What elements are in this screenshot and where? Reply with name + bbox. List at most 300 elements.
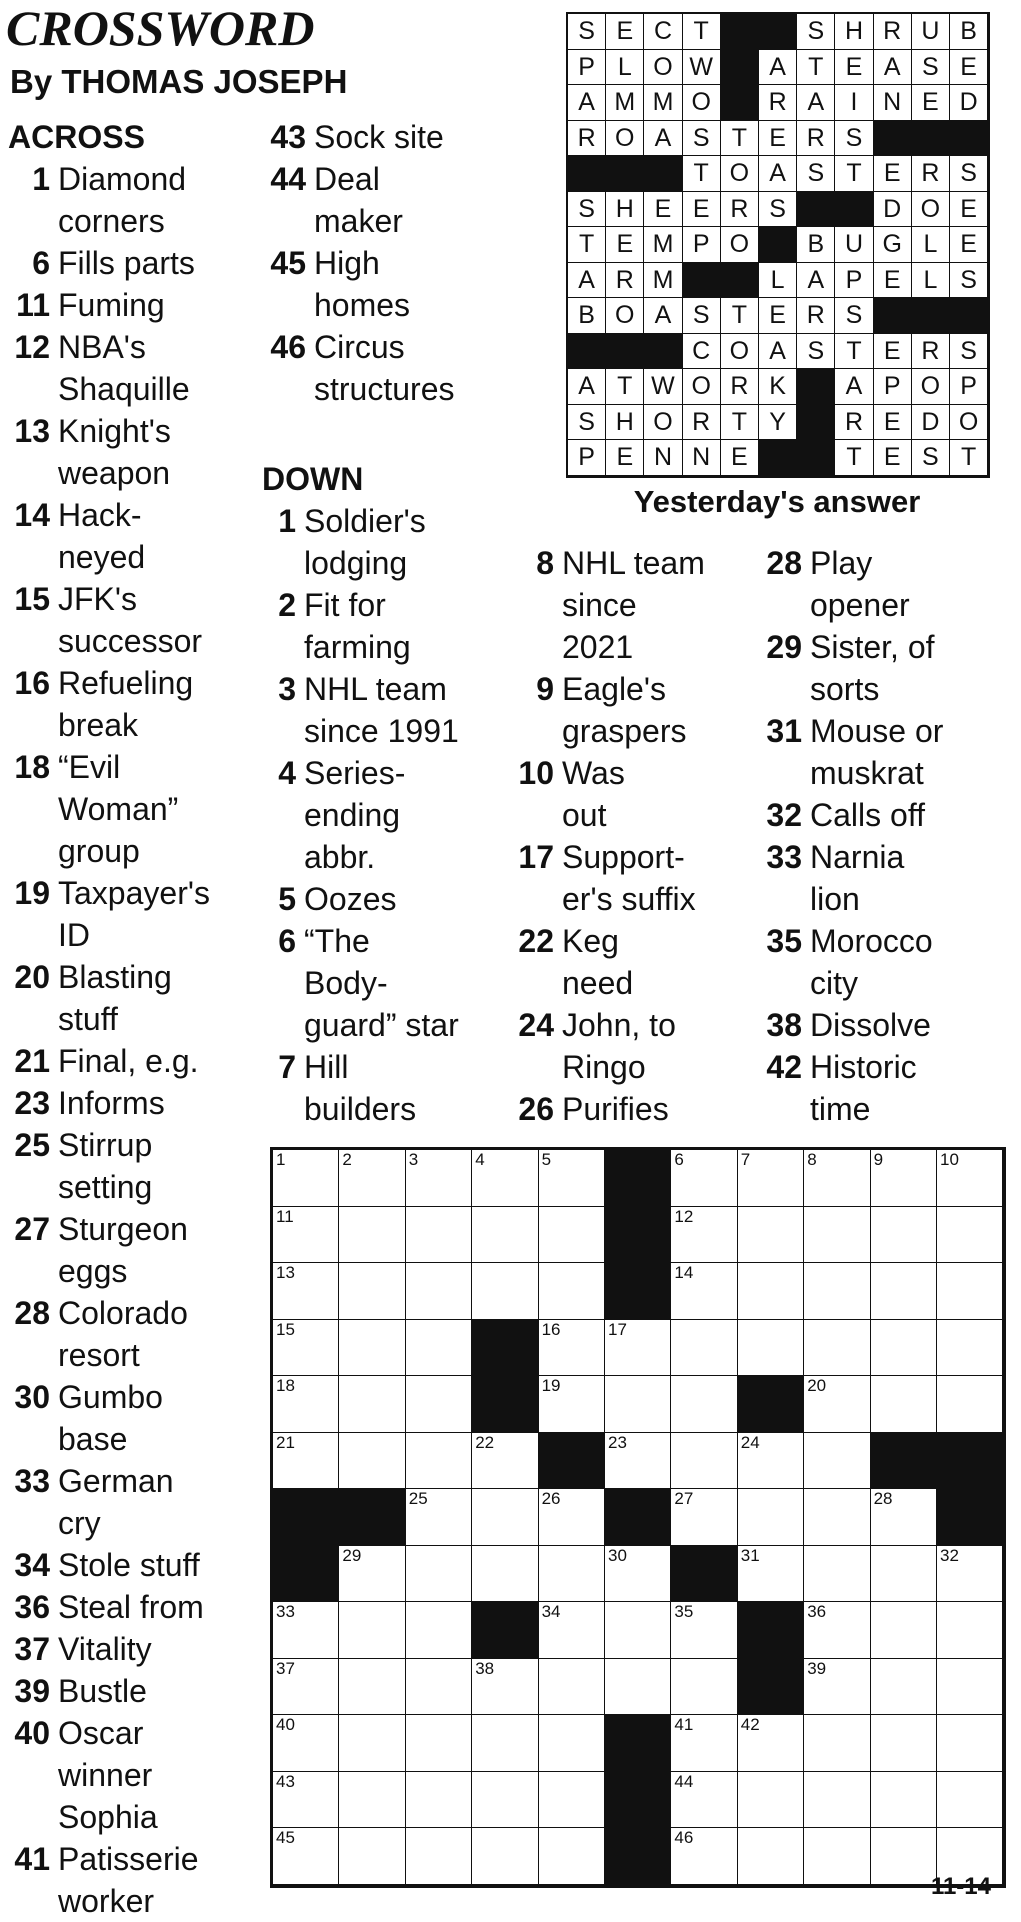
clue-number: 46 bbox=[270, 329, 306, 365]
down-clue bbox=[756, 1046, 917, 1130]
clue-text: Sturgeon eggs bbox=[58, 1211, 188, 1289]
yesterday-letter: R bbox=[759, 85, 797, 121]
grid-cell[interactable] bbox=[671, 1433, 737, 1490]
clue-number: 38 bbox=[766, 1007, 802, 1043]
black-square bbox=[937, 1489, 1003, 1546]
black-square bbox=[738, 1659, 804, 1716]
clue-text: Sock site bbox=[314, 119, 444, 155]
down-clue bbox=[262, 752, 405, 878]
yesterday-letter: B bbox=[950, 14, 988, 50]
grid-cell[interactable] bbox=[937, 1263, 1003, 1320]
grid-cell[interactable] bbox=[605, 1376, 671, 1433]
clue-number: 28 bbox=[766, 545, 802, 581]
grid-cell[interactable] bbox=[804, 1320, 870, 1377]
yesterday-black-square bbox=[721, 85, 759, 121]
clue-text: Play opener bbox=[810, 545, 910, 623]
across-clue bbox=[4, 1376, 163, 1460]
grid-cell[interactable] bbox=[539, 1659, 605, 1716]
grid-cell[interactable] bbox=[273, 1772, 339, 1829]
yesterday-letter: R bbox=[797, 121, 835, 157]
yesterday-black-square bbox=[759, 440, 797, 476]
across-clue bbox=[4, 410, 171, 494]
grid-clue-number: 8 bbox=[807, 1150, 817, 1169]
across-clue bbox=[4, 872, 210, 956]
yesterday-letter: O bbox=[606, 121, 644, 157]
clue-text: Keg need bbox=[562, 923, 634, 1001]
black-square bbox=[605, 1772, 671, 1829]
grid-cell[interactable] bbox=[738, 1772, 804, 1829]
grid-cell[interactable] bbox=[738, 1433, 804, 1490]
grid-cell[interactable] bbox=[937, 1150, 1003, 1207]
grid-clue-number: 34 bbox=[541, 1602, 561, 1621]
grid-cell[interactable] bbox=[871, 1207, 937, 1264]
yesterday-letter: T bbox=[683, 156, 721, 192]
grid-cell[interactable] bbox=[539, 1207, 605, 1264]
yesterday-letter: A bbox=[644, 298, 682, 334]
yesterday-letter: T bbox=[721, 405, 759, 441]
crossword-grid[interactable] bbox=[270, 1147, 1006, 1888]
yesterday-black-square bbox=[797, 405, 835, 441]
clue-number: 35 bbox=[766, 923, 802, 959]
grid-cell[interactable] bbox=[472, 1433, 538, 1490]
grid-cell[interactable] bbox=[605, 1602, 671, 1659]
grid-cell[interactable] bbox=[738, 1207, 804, 1264]
grid-clue-number: 1 bbox=[276, 1150, 286, 1169]
grid-cell[interactable] bbox=[871, 1320, 937, 1377]
yesterday-letter: S bbox=[759, 192, 797, 228]
grid-clue-number: 37 bbox=[276, 1658, 295, 1678]
grid-cell[interactable] bbox=[406, 1828, 472, 1885]
grid-cell[interactable] bbox=[804, 1659, 870, 1716]
down-clue bbox=[508, 1004, 676, 1088]
yesterday-letter: M bbox=[644, 263, 682, 299]
grid-cell[interactable] bbox=[671, 1263, 737, 1320]
grid-cell[interactable] bbox=[871, 1715, 937, 1772]
grid-cell[interactable] bbox=[937, 1320, 1003, 1377]
yesterday-letter: H bbox=[835, 14, 873, 50]
grid-cell[interactable] bbox=[671, 1828, 737, 1885]
yesterday-black-square bbox=[568, 334, 606, 370]
grid-cell[interactable] bbox=[871, 1489, 937, 1546]
grid-cell[interactable] bbox=[871, 1263, 937, 1320]
grid-cell[interactable] bbox=[406, 1602, 472, 1659]
grid-clue-number: 38 bbox=[475, 1658, 495, 1678]
yesterday-letter: C bbox=[644, 14, 682, 50]
yesterday-letter: K bbox=[759, 369, 797, 405]
clue-text: John, to Ringo bbox=[562, 1007, 676, 1085]
yesterday-letter: O bbox=[721, 227, 759, 263]
grid-cell[interactable] bbox=[406, 1150, 472, 1207]
grid-cell[interactable] bbox=[937, 1715, 1003, 1772]
yesterday-letter: M bbox=[606, 85, 644, 121]
clue-number: 2 bbox=[278, 587, 296, 623]
yesterday-black-square bbox=[950, 121, 988, 157]
grid-cell[interactable] bbox=[406, 1715, 472, 1772]
grid-cell[interactable] bbox=[804, 1772, 870, 1829]
clue-number: 20 bbox=[14, 959, 50, 995]
clue-number: 34 bbox=[14, 1547, 50, 1583]
grid-clue-number: 19 bbox=[541, 1376, 561, 1395]
grid-cell[interactable] bbox=[804, 1828, 870, 1885]
grid-cell[interactable] bbox=[406, 1772, 472, 1829]
clue-number: 44 bbox=[270, 161, 306, 197]
grid-cell[interactable] bbox=[871, 1772, 937, 1829]
grid-cell[interactable] bbox=[339, 1828, 405, 1885]
grid-cell[interactable] bbox=[871, 1659, 937, 1716]
black-square bbox=[605, 1263, 671, 1320]
grid-clue-number: 3 bbox=[408, 1150, 419, 1169]
yesterday-letter: A bbox=[568, 263, 606, 299]
yesterday-letter: A bbox=[797, 85, 835, 121]
yesterday-letter: T bbox=[606, 369, 644, 405]
black-square bbox=[472, 1602, 538, 1659]
grid-cell[interactable] bbox=[671, 1659, 737, 1716]
grid-cell[interactable] bbox=[339, 1433, 405, 1490]
yesterday-letter: P bbox=[950, 369, 988, 405]
yesterday-letter: E bbox=[874, 440, 912, 476]
grid-cell[interactable] bbox=[671, 1320, 737, 1377]
grid-cell[interactable] bbox=[273, 1602, 339, 1659]
clue-number: 4 bbox=[278, 755, 296, 791]
grid-clue-number: 6 bbox=[674, 1150, 684, 1169]
grid-clue-number: 23 bbox=[608, 1432, 627, 1452]
grid-cell[interactable] bbox=[539, 1263, 605, 1320]
down-clue bbox=[756, 794, 925, 836]
grid-cell[interactable] bbox=[671, 1715, 737, 1772]
clue-number: 17 bbox=[518, 839, 554, 875]
grid-cell[interactable] bbox=[472, 1263, 538, 1320]
grid-cell[interactable] bbox=[539, 1715, 605, 1772]
down-clue bbox=[508, 920, 633, 1004]
grid-cell[interactable] bbox=[738, 1489, 804, 1546]
yesterday-black-square bbox=[835, 192, 873, 228]
black-square bbox=[937, 1433, 1003, 1490]
yesterday-letter: S bbox=[568, 192, 606, 228]
grid-cell[interactable] bbox=[273, 1207, 339, 1264]
grid-cell[interactable] bbox=[937, 1602, 1003, 1659]
down-clue bbox=[262, 500, 426, 584]
yesterday-black-square bbox=[721, 50, 759, 86]
grid-cell[interactable] bbox=[539, 1489, 605, 1546]
yesterday-letter: T bbox=[835, 440, 873, 476]
yesterday-letter: E bbox=[874, 156, 912, 192]
grid-clue-number: 39 bbox=[807, 1658, 827, 1678]
grid-clue-number: 30 bbox=[608, 1545, 627, 1565]
yesterday-letter: O bbox=[683, 369, 721, 405]
yesterday-caption: Yesterday's answer bbox=[633, 484, 921, 519]
grid-cell[interactable] bbox=[871, 1602, 937, 1659]
clue-number: 39 bbox=[14, 1673, 50, 1709]
across-clue bbox=[4, 578, 202, 662]
grid-cell[interactable] bbox=[273, 1433, 339, 1490]
yesterday-letter: P bbox=[683, 227, 721, 263]
grid-clue-number: 42 bbox=[740, 1715, 760, 1734]
yesterday-letter: D bbox=[912, 405, 950, 441]
yesterday-letter: R bbox=[874, 14, 912, 50]
grid-cell[interactable] bbox=[406, 1433, 472, 1490]
grid-cell[interactable] bbox=[738, 1150, 804, 1207]
grid-cell[interactable] bbox=[339, 1659, 405, 1716]
clue-number: 16 bbox=[14, 665, 50, 701]
grid-clue-number: 33 bbox=[276, 1602, 295, 1621]
clue-number: 3 bbox=[278, 671, 296, 707]
clue-number: 1 bbox=[32, 161, 50, 197]
grid-cell[interactable] bbox=[539, 1376, 605, 1433]
yesterday-black-square bbox=[644, 334, 682, 370]
grid-cell[interactable] bbox=[339, 1715, 405, 1772]
yesterday-black-square bbox=[759, 14, 797, 50]
yesterday-letter: L bbox=[912, 227, 950, 263]
grid-cell[interactable] bbox=[871, 1376, 937, 1433]
yesterday-black-square bbox=[721, 263, 759, 299]
yesterday-letter: A bbox=[568, 85, 606, 121]
yesterday-letter: T bbox=[721, 298, 759, 334]
grid-cell[interactable] bbox=[539, 1828, 605, 1885]
clue-text: NHL team since 2021 bbox=[562, 545, 705, 665]
yesterday-letter: E bbox=[644, 192, 682, 228]
grid-clue-number: 16 bbox=[541, 1319, 561, 1339]
grid-cell[interactable] bbox=[539, 1602, 605, 1659]
yesterday-letter: P bbox=[568, 440, 606, 476]
grid-cell[interactable] bbox=[738, 1546, 804, 1603]
yesterday-letter: S bbox=[912, 50, 950, 86]
clue-text: Eagle's graspers bbox=[562, 671, 687, 749]
clue-number: 24 bbox=[518, 1007, 554, 1043]
grid-cell[interactable] bbox=[605, 1320, 671, 1377]
grid-cell[interactable] bbox=[406, 1659, 472, 1716]
grid-cell[interactable] bbox=[871, 1546, 937, 1603]
grid-cell[interactable] bbox=[738, 1715, 804, 1772]
grid-cell[interactable] bbox=[406, 1489, 472, 1546]
grid-cell[interactable] bbox=[671, 1150, 737, 1207]
grid-clue-number: 24 bbox=[740, 1432, 760, 1452]
yesterday-letter: M bbox=[644, 85, 682, 121]
clue-text: Blasting stuff bbox=[58, 959, 172, 1037]
grid-clue-number: 26 bbox=[541, 1489, 561, 1508]
grid-cell[interactable] bbox=[804, 1433, 870, 1490]
grid-cell[interactable] bbox=[406, 1320, 472, 1377]
grid-cell[interactable] bbox=[406, 1263, 472, 1320]
yesterday-letter: D bbox=[874, 192, 912, 228]
grid-cell[interactable] bbox=[472, 1489, 538, 1546]
grid-cell[interactable] bbox=[671, 1772, 737, 1829]
grid-cell[interactable] bbox=[273, 1150, 339, 1207]
yesterday-letter: E bbox=[683, 192, 721, 228]
grid-cell[interactable] bbox=[605, 1546, 671, 1603]
clue-number: 10 bbox=[518, 755, 554, 791]
grid-clue-number: 35 bbox=[674, 1602, 694, 1621]
yesterday-letter: B bbox=[568, 298, 606, 334]
clue-text: Calls off bbox=[810, 797, 926, 833]
grid-cell[interactable] bbox=[472, 1828, 538, 1885]
grid-cell[interactable] bbox=[539, 1320, 605, 1377]
grid-cell[interactable] bbox=[339, 1320, 405, 1377]
grid-cell[interactable] bbox=[339, 1207, 405, 1264]
yesterday-black-square bbox=[912, 298, 950, 334]
grid-cell[interactable] bbox=[339, 1150, 405, 1207]
grid-cell[interactable] bbox=[738, 1263, 804, 1320]
yesterday-letter: L bbox=[606, 50, 644, 86]
grid-cell[interactable] bbox=[406, 1376, 472, 1433]
yesterday-letter: P bbox=[835, 263, 873, 299]
yesterday-letter: E bbox=[874, 405, 912, 441]
grid-cell[interactable] bbox=[937, 1659, 1003, 1716]
grid-clue-number: 21 bbox=[276, 1432, 295, 1452]
grid-cell[interactable] bbox=[605, 1433, 671, 1490]
across-clue bbox=[4, 494, 145, 578]
grid-cell[interactable] bbox=[871, 1150, 937, 1207]
grid-cell[interactable] bbox=[539, 1772, 605, 1829]
clue-text: High homes bbox=[314, 245, 411, 323]
grid-clue-number: 41 bbox=[674, 1715, 694, 1734]
grid-cell[interactable] bbox=[738, 1320, 804, 1377]
yesterday-letter: O bbox=[721, 156, 759, 192]
yesterday-letter: O bbox=[950, 405, 988, 441]
clue-text: Hack- neyed bbox=[58, 497, 146, 575]
across-clue bbox=[258, 326, 454, 410]
clue-number: 13 bbox=[14, 413, 50, 449]
clue-number: 31 bbox=[766, 713, 802, 749]
yesterday-letter: E bbox=[950, 50, 988, 86]
grid-cell[interactable] bbox=[671, 1602, 737, 1659]
clue-number: 21 bbox=[14, 1043, 50, 1079]
grid-cell[interactable] bbox=[539, 1546, 605, 1603]
grid-cell[interactable] bbox=[804, 1150, 870, 1207]
yesterday-letter: R bbox=[797, 298, 835, 334]
grid-clue-number: 5 bbox=[541, 1150, 552, 1169]
grid-cell[interactable] bbox=[273, 1263, 339, 1320]
grid-cell[interactable] bbox=[871, 1828, 937, 1885]
clue-number: 22 bbox=[518, 923, 554, 959]
clue-text: Oozes bbox=[304, 881, 397, 917]
clue-text: “The Body- guard” star bbox=[304, 923, 459, 1043]
yesterday-answer-grid bbox=[566, 12, 990, 478]
grid-cell[interactable] bbox=[671, 1376, 737, 1433]
grid-clue-number: 36 bbox=[807, 1602, 827, 1621]
grid-cell[interactable] bbox=[472, 1546, 538, 1603]
clue-number: 28 bbox=[14, 1295, 50, 1331]
grid-cell[interactable] bbox=[273, 1828, 339, 1885]
grid-cell[interactable] bbox=[406, 1546, 472, 1603]
clue-text: Purifies bbox=[562, 1091, 669, 1127]
grid-clue-number: 11 bbox=[276, 1206, 294, 1226]
yesterday-letter: R bbox=[721, 192, 759, 228]
grid-cell[interactable] bbox=[339, 1602, 405, 1659]
yesterday-letter: B bbox=[797, 227, 835, 263]
clue-text: Knight's weapon bbox=[58, 413, 171, 491]
grid-cell[interactable] bbox=[472, 1715, 538, 1772]
grid-cell[interactable] bbox=[804, 1263, 870, 1320]
grid-cell[interactable] bbox=[273, 1320, 339, 1377]
grid-cell[interactable] bbox=[937, 1376, 1003, 1433]
grid-cell[interactable] bbox=[539, 1150, 605, 1207]
grid-cell[interactable] bbox=[472, 1150, 538, 1207]
black-square bbox=[738, 1602, 804, 1659]
grid-cell[interactable] bbox=[605, 1659, 671, 1716]
grid-cell[interactable] bbox=[273, 1376, 339, 1433]
grid-cell[interactable] bbox=[339, 1376, 405, 1433]
grid-cell[interactable] bbox=[738, 1828, 804, 1885]
grid-cell[interactable] bbox=[472, 1207, 538, 1264]
grid-cell[interactable] bbox=[339, 1546, 405, 1603]
yesterday-black-square bbox=[606, 334, 644, 370]
black-square bbox=[605, 1489, 671, 1546]
grid-cell[interactable] bbox=[273, 1659, 339, 1716]
grid-clue-number: 44 bbox=[674, 1771, 694, 1791]
yesterday-letter: E bbox=[759, 298, 797, 334]
grid-cell[interactable] bbox=[339, 1263, 405, 1320]
yesterday-letter: L bbox=[912, 263, 950, 299]
grid-clue-number: 7 bbox=[740, 1150, 751, 1169]
black-square bbox=[671, 1546, 737, 1603]
grid-cell[interactable] bbox=[472, 1659, 538, 1716]
clue-number: 43 bbox=[270, 119, 306, 155]
black-square bbox=[472, 1320, 538, 1377]
grid-cell[interactable] bbox=[804, 1715, 870, 1772]
yesterday-letter: O bbox=[644, 405, 682, 441]
grid-clue-number: 12 bbox=[674, 1206, 694, 1226]
yesterday-letter: S bbox=[568, 405, 606, 441]
grid-cell[interactable] bbox=[472, 1772, 538, 1829]
clue-number: 33 bbox=[14, 1463, 50, 1499]
grid-cell[interactable] bbox=[937, 1772, 1003, 1829]
grid-clue-number: 4 bbox=[475, 1150, 485, 1169]
clue-number: 19 bbox=[14, 875, 50, 911]
grid-clue-number: 13 bbox=[276, 1263, 295, 1282]
grid-cell[interactable] bbox=[804, 1376, 870, 1433]
down-clue bbox=[508, 668, 687, 752]
clue-text: Circus structures bbox=[314, 329, 455, 407]
clue-text: German cry bbox=[58, 1463, 174, 1541]
grid-cell[interactable] bbox=[671, 1207, 737, 1264]
grid-clue-number: 18 bbox=[276, 1376, 295, 1395]
clue-number: 15 bbox=[14, 581, 50, 617]
clue-text: Fit for farming bbox=[304, 587, 411, 665]
clue-number: 6 bbox=[32, 245, 50, 281]
grid-cell[interactable] bbox=[273, 1715, 339, 1772]
yesterday-letter: D bbox=[950, 85, 988, 121]
clue-number: 6 bbox=[278, 923, 296, 959]
grid-clue-number: 28 bbox=[873, 1489, 893, 1508]
yesterday-letter: O bbox=[721, 334, 759, 370]
grid-clue-number: 15 bbox=[276, 1319, 295, 1339]
clue-text: JFK's successor bbox=[58, 581, 203, 659]
grid-cell[interactable] bbox=[804, 1489, 870, 1546]
down-clue bbox=[262, 584, 411, 668]
grid-cell[interactable] bbox=[339, 1772, 405, 1829]
grid-cell[interactable] bbox=[804, 1602, 870, 1659]
grid-cell[interactable] bbox=[804, 1546, 870, 1603]
grid-cell[interactable] bbox=[406, 1207, 472, 1264]
yesterday-letter: T bbox=[797, 50, 835, 86]
across-clue bbox=[4, 1208, 188, 1292]
yesterday-letter: E bbox=[721, 440, 759, 476]
clue-text: Taxpayer's ID bbox=[58, 875, 210, 953]
yesterday-letter: C bbox=[683, 334, 721, 370]
yesterday-letter: S bbox=[835, 121, 873, 157]
clue-number: 41 bbox=[14, 1841, 50, 1877]
grid-cell[interactable] bbox=[937, 1207, 1003, 1264]
yesterday-letter: G bbox=[874, 227, 912, 263]
yesterday-black-square bbox=[683, 263, 721, 299]
grid-cell[interactable] bbox=[671, 1489, 737, 1546]
yesterday-letter: T bbox=[683, 14, 721, 50]
grid-cell[interactable] bbox=[804, 1207, 870, 1264]
yesterday-letter: A bbox=[568, 369, 606, 405]
black-square bbox=[605, 1828, 671, 1885]
grid-cell[interactable] bbox=[937, 1546, 1003, 1603]
clue-text: Historic time bbox=[810, 1049, 917, 1127]
